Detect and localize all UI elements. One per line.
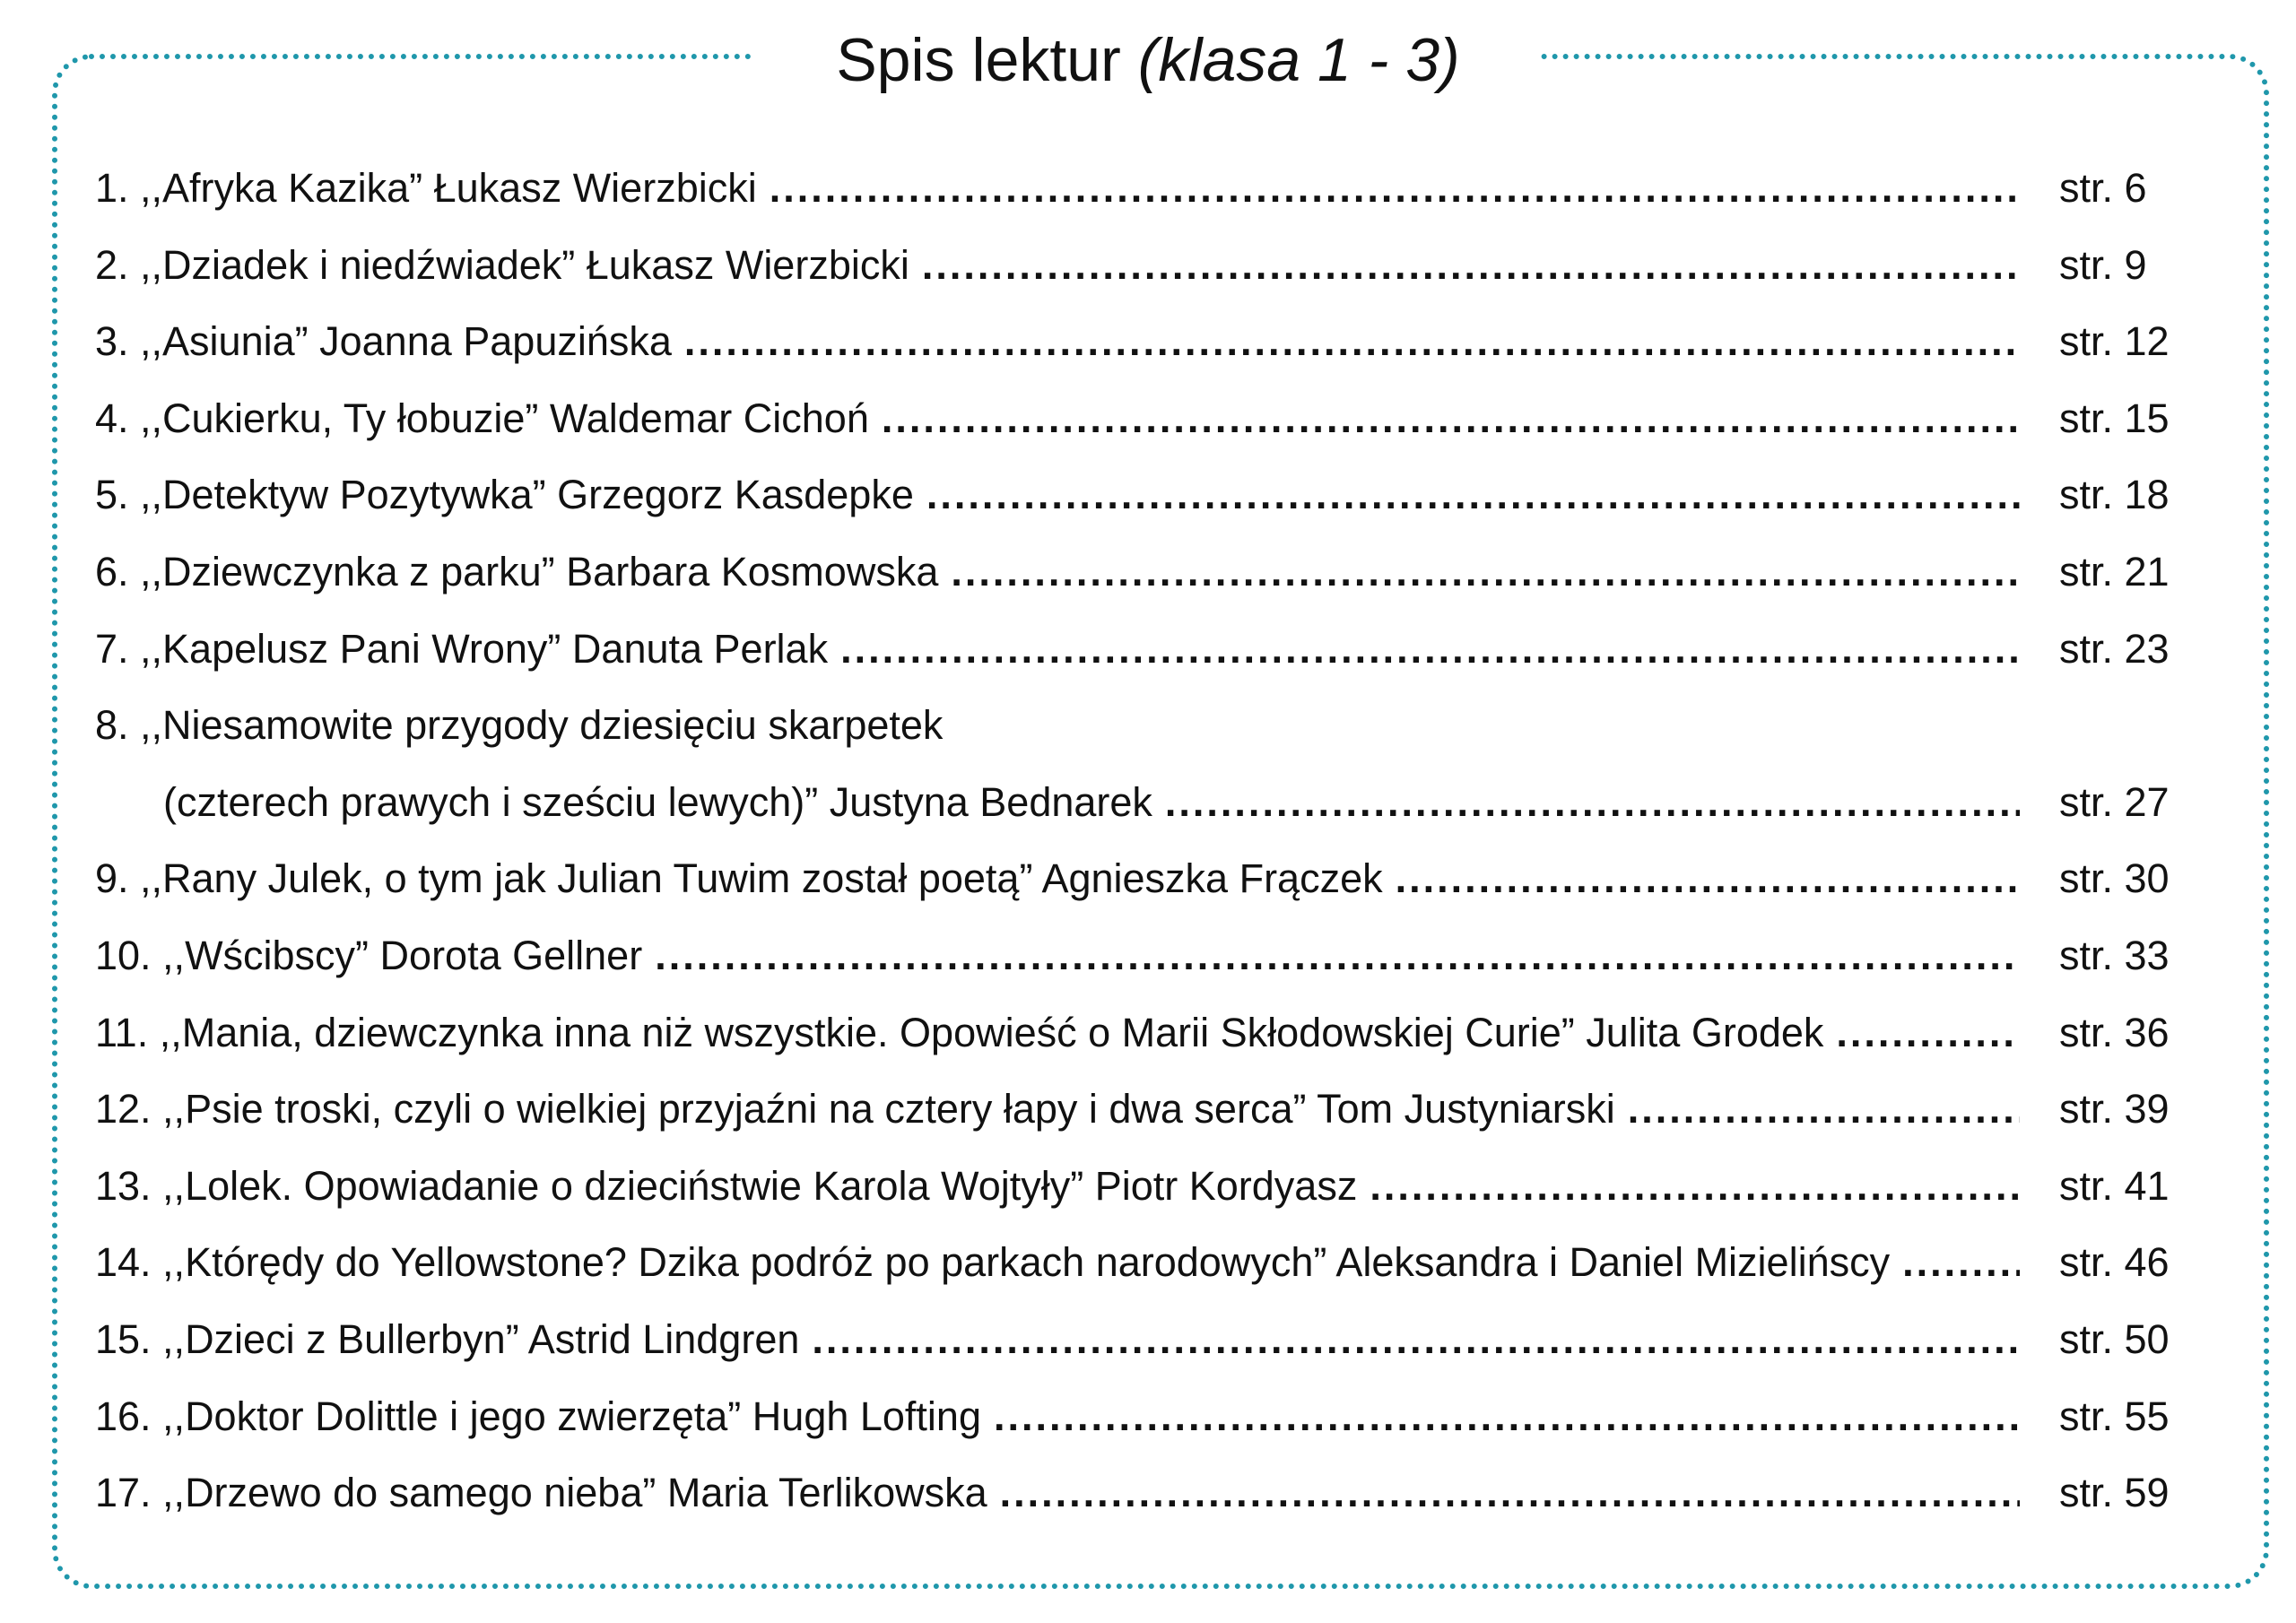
list-item xyxy=(95,622,2230,699)
list-item xyxy=(95,1159,2230,1237)
item-page: str. 39 xyxy=(2059,1086,2170,1133)
dot-leader xyxy=(1370,1159,2020,1213)
item-page: str. 6 xyxy=(2059,165,2147,211)
item-page: str. 36 xyxy=(2059,1009,2170,1055)
item-title: 13. ,,Lolek. Opowiadanie o dzieciństwie Karola Wojtyły” Piotr Kordyasz xyxy=(95,1162,1358,1209)
item-title: 8. ,,Niesamowite przygody dziesięciu skarpetek xyxy=(95,702,944,749)
item-page: str. 12 xyxy=(2059,318,2170,365)
item-title: 3. ,,Asiunia” Joanna Papuzińska xyxy=(95,318,672,365)
item-page: str. 46 xyxy=(2059,1239,2170,1286)
dot-leader xyxy=(770,161,2020,215)
list-item xyxy=(95,161,2230,239)
dot-leader xyxy=(1396,852,2020,906)
dot-leader xyxy=(812,1313,2020,1367)
dot-leader xyxy=(994,1390,2020,1444)
dot-leader xyxy=(1628,1082,2020,1136)
dot-leader xyxy=(926,468,2020,522)
item-title: 10. ,,Wścibscy” Dorota Gellner xyxy=(95,932,643,978)
list-item xyxy=(95,776,2230,853)
item-page: str. 59 xyxy=(2059,1470,2170,1516)
item-title: 9. ,,Rany Julek, o tym jak Julian Tuwim został poetą” Agnieszka Frączek xyxy=(95,855,1383,902)
item-title: 15. ,,Dzieci z Bullerbyn” Astrid Lindgren xyxy=(95,1315,800,1362)
dot-leader xyxy=(951,545,2020,599)
list-item xyxy=(95,1006,2230,1083)
dot-leader xyxy=(1165,776,2020,829)
dot-leader xyxy=(1836,1006,2020,1060)
item-page: str. 27 xyxy=(2059,778,2170,825)
title-main: Spis lektur xyxy=(836,26,1121,94)
item-page: str. 23 xyxy=(2059,625,2170,672)
page-title xyxy=(0,20,2296,100)
item-title: 14. ,,Którędy do Yellowstone? Dzika podróż po parkach narodowych” Aleksandra i Daniel Mizielińscy xyxy=(95,1239,1891,1286)
item-title: 11. ,,Mania, dziewczynka inna niż wszystkie. Opowieść o Marii Skłodowskiej Curie” Julita Grodek xyxy=(95,1009,1824,1055)
item-page: str. 9 xyxy=(2059,241,2147,288)
item-page: str. 50 xyxy=(2059,1315,2170,1362)
item-title: 1. ,,Afryka Kazika” Łukasz Wierzbicki xyxy=(95,165,757,211)
item-title: 7. ,,Kapelusz Pani Wrony” Danuta Perlak xyxy=(95,625,829,672)
item-title: 12. ,,Psie troski, czyli o wielkiej przyjaźni na cztery łapy i dwa serca” Tom Justyniarski xyxy=(95,1086,1615,1133)
dot-leader xyxy=(684,315,2020,369)
list-item xyxy=(95,1313,2230,1390)
item-title: 5. ,,Detektyw Pozytywka” Grzegorz Kasdepke xyxy=(95,472,914,518)
list-item xyxy=(95,1466,2230,1543)
list-item xyxy=(95,1082,2230,1159)
item-page: str. 15 xyxy=(2059,395,2170,441)
dot-leader xyxy=(840,622,2020,676)
list-item xyxy=(95,929,2230,1006)
list-item xyxy=(95,1390,2230,1467)
list-item xyxy=(95,392,2230,469)
item-title: 16. ,,Doktor Dolittle i jego zwierzęta” Hugh Lofting xyxy=(95,1393,981,1439)
list-item xyxy=(95,852,2230,929)
item-page: str. 18 xyxy=(2059,472,2170,518)
list-item xyxy=(95,545,2230,622)
item-title: 17. ,,Drzewo do samego nieba” Maria Terlikowska xyxy=(95,1470,987,1516)
item-title: (czterech prawych i sześciu lewych)” Justyna Bednarek xyxy=(163,778,1152,825)
list-item xyxy=(95,699,2230,776)
dot-leader xyxy=(922,239,2020,292)
item-page: str. 33 xyxy=(2059,932,2170,978)
item-page: str. 55 xyxy=(2059,1393,2170,1439)
dot-leader xyxy=(1000,1466,2020,1520)
list-item xyxy=(95,1236,2230,1313)
item-page: str. 41 xyxy=(2059,1162,2170,1209)
item-page: str. 30 xyxy=(2059,855,2170,902)
item-page: str. 21 xyxy=(2059,548,2170,595)
dot-leader xyxy=(882,392,2020,446)
list-item xyxy=(95,239,2230,316)
item-title: 4. ,,Cukierku, Ty łobuzie” Waldemar Cichoń xyxy=(95,395,869,441)
list-item xyxy=(95,468,2230,545)
dot-leader xyxy=(655,929,2020,983)
dot-leader xyxy=(1902,1236,2020,1289)
item-title: 2. ,,Dziadek i niedźwiadek” Łukasz Wierzbicki xyxy=(95,241,909,288)
reading-list xyxy=(95,161,2230,1543)
item-title: 6. ,,Dziewczynka z parku” Barbara Kosmowska xyxy=(95,548,939,595)
title-subtitle: (klasa 1 - 3) xyxy=(1137,26,1460,94)
list-item xyxy=(95,315,2230,392)
